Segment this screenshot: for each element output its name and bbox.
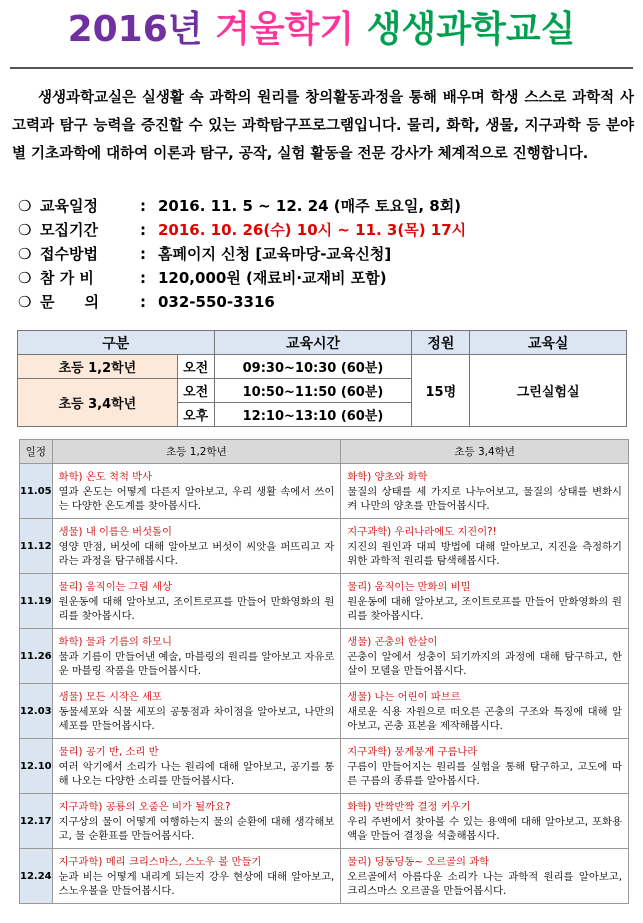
lesson-title: 지구과학) 메리 크리스마스, 스노우 볼 만들기 [58, 856, 262, 868]
lesson-title: 화학) 양초와 화학 [347, 471, 428, 483]
info-value: 032-550-3316 [158, 293, 275, 311]
lesson-title: 생물) 곤충의 한살이 [347, 636, 438, 648]
lesson-desc: 오르골에서 아름다운 소리가 나는 과학적 원리를 알아보고, 크리스마스 오르골을 만들어봅시다. [347, 870, 622, 897]
info-recruit [18, 218, 628, 242]
date-cell: 11.05 [20, 464, 53, 519]
lesson-title: 화학) 물과 기름의 하모니 [58, 636, 172, 648]
grade-34-lesson [341, 849, 629, 904]
grade-12: 초등 1,2학년 [18, 355, 178, 379]
info-key: 접수방법 [40, 245, 98, 263]
header-grade-34: 초등 3,4학년 [341, 440, 629, 464]
curriculum-row [20, 739, 629, 794]
grade-34-lesson [341, 519, 629, 574]
circle-bullet-icon: ❍ [18, 197, 32, 215]
info-colon: : [140, 269, 146, 287]
date-cell: 11.12 [20, 519, 53, 574]
curriculum-row [20, 574, 629, 629]
grade-34-lesson [341, 629, 629, 684]
curriculum-row [20, 464, 629, 519]
header-time: 교육시간 [214, 331, 412, 355]
info-colon: : [140, 197, 146, 215]
info-value: 2016. 11. 5 ~ 12. 24 (매주 토요일, 8회) [158, 197, 462, 215]
lesson-title: 생물) 나는 어린이 파브르 [347, 691, 461, 703]
info-fee [18, 266, 628, 290]
lesson-desc: 지구상의 물이 어떻게 여행하는지 물의 순환에 대해 생각해보고, 물 순환표를 만들어봅시다. [58, 815, 335, 842]
title-year: 2016년 [67, 9, 203, 50]
grade-12-lesson [52, 574, 341, 629]
curriculum-row [20, 849, 629, 904]
grade-12-lesson [52, 849, 341, 904]
period-cell: 오전 [177, 355, 214, 379]
page-title [0, 8, 643, 52]
curriculum-row [20, 629, 629, 684]
lesson-title: 물리) 공기 반, 소리 반 [58, 746, 159, 758]
lesson-desc: 눈과 비는 어떻게 내리게 되는지 강우 현상에 대해 알아보고, 스노우볼을 만들어봅시다. [58, 870, 335, 897]
info-colon: : [140, 221, 146, 239]
lesson-title: 물리) 움직이는 만화의 비밀 [347, 581, 471, 593]
period-cell: 오전 [177, 379, 214, 403]
info-key: 문 의 [40, 293, 99, 311]
lesson-desc: 물질의 상태를 세 가지로 나누어보고, 물질의 상태를 변화시켜 나만의 양초를 만들어봅시다. [347, 485, 622, 512]
grade-34: 초등 3,4학년 [18, 379, 178, 427]
lesson-desc: 여러 악기에서 소리가 나는 원리에 대해 알아보고, 공기를 통해 나오는 다양한 소리를 만들어봅시다. [58, 760, 335, 787]
date-cell: 11.26 [20, 629, 53, 684]
date-cell: 12.17 [20, 794, 53, 849]
grade-12-lesson [52, 464, 341, 519]
curriculum-row [20, 684, 629, 739]
lesson-desc: 우리 주변에서 찾아볼 수 있는 용액에 대해 알아보고, 포화용액을 만들어 결정을 석출해봅시다. [347, 815, 622, 842]
lesson-desc: 구름이 만들어지는 원리를 실험을 통해 탐구하고, 고도에 따른 구름의 종류를 알아봅시다. [347, 760, 622, 787]
circle-bullet-icon: ❍ [18, 269, 32, 287]
date-cell: 11.19 [20, 574, 53, 629]
header-room: 교육실 [470, 331, 627, 355]
grade-12-lesson [52, 519, 341, 574]
intro-paragraph: 생생과학교실은 실생활 속 과학의 원리를 창의활동과정을 통해 배우며 학생 스스로 과학적 사고력과 탐구 능력을 증진할 수 있는 과학탐구프로그램입니다. 물리, 화학, 생물, 지구과학 등 분야별 기초과학에 대하여 이론과 탐구, 공작, 실험 활동을 전문 강사가 체계적으로 진행합니다. [12, 90, 634, 162]
header-category: 구분 [18, 331, 215, 355]
circle-bullet-icon: ❍ [18, 245, 32, 263]
header-grade-12: 초등 1,2학년 [52, 440, 341, 464]
room-cell: 그린실험실 [470, 355, 627, 427]
grade-12-lesson [52, 794, 341, 849]
grade-12-lesson [52, 629, 341, 684]
lesson-title: 생물) 모든 시작은 세포 [58, 691, 162, 703]
lesson-title: 화학) 반짝반짝 결정 키우기 [347, 801, 471, 813]
title-program: 생생과학교실 [366, 9, 576, 50]
info-key: 교육일정 [40, 197, 98, 215]
curriculum-row [20, 519, 629, 574]
lesson-desc: 지진의 원인과 대피 방법에 대해 알아보고, 지진을 측정하기 위한 과학적 원리를 탐색해봅시다. [347, 540, 622, 567]
grade-34-lesson [341, 574, 629, 629]
lesson-title: 물리) 움직이는 그림 세상 [58, 581, 172, 593]
period-cell: 오후 [177, 403, 214, 427]
lesson-desc: 물과 기름이 만들어낸 예술, 마블링의 원리를 알아보고 자유로운 마블링 작품을 만들어봅시다. [58, 650, 335, 677]
lesson-title: 지구과학) 우리나라에도 지진이?! [347, 526, 497, 538]
lesson-desc: 원운동에 대해 알아보고, 조이트로프를 만들어 만화영화의 원리를 찾아봅시다. [58, 595, 335, 622]
curriculum-table [19, 439, 629, 904]
info-value: 120,000원 (재료비·교재비 포함) [158, 269, 387, 287]
circle-bullet-icon: ❍ [18, 293, 32, 311]
grade-12-lesson [52, 684, 341, 739]
title-divider [10, 67, 633, 69]
lesson-title: 생물) 내 이름은 버섯돌이 [58, 526, 172, 538]
lesson-desc: 곤충이 알에서 성충이 되기까지의 과정에 대해 탐구하고, 한살이 모델을 만들어봅시다. [347, 650, 622, 677]
info-colon: : [140, 245, 146, 263]
schedule-table [17, 330, 627, 427]
lesson-desc: 동물세포와 식물 세포의 공통점과 차이점을 알아보고, 나만의 세포를 만들어봅시다. [58, 705, 335, 732]
time-cell: 10:50~11:50 (60분) [214, 379, 412, 403]
date-cell: 12.03 [20, 684, 53, 739]
grade-34-lesson [341, 684, 629, 739]
grade-34-lesson [341, 464, 629, 519]
lesson-title: 물리) 딩동딩동~ 오르골의 과학 [347, 856, 490, 868]
info-key: 참 가 비 [40, 269, 94, 287]
circle-bullet-icon: ❍ [18, 221, 32, 239]
curriculum-row [20, 794, 629, 849]
info-schedule [18, 194, 628, 218]
date-cell: 12.10 [20, 739, 53, 794]
table-row [18, 355, 627, 379]
lesson-desc: 영양 만점, 버섯에 대해 알아보고 버섯이 씨앗을 퍼뜨리고 자라는 과정을 탐구해봅시다. [58, 540, 335, 567]
lesson-desc: 새로운 식용 자원으로 떠오른 곤충의 구조와 특징에 대해 알아보고, 곤충 표본을 제작해봅시다. [347, 705, 622, 732]
grade-34-lesson [341, 739, 629, 794]
header-date: 일정 [20, 440, 53, 464]
header-capacity: 정원 [412, 331, 470, 355]
grade-34-lesson [341, 794, 629, 849]
time-cell: 12:10~13:10 (60분) [214, 403, 412, 427]
curriculum-body [20, 464, 629, 904]
info-key: 모집기간 [40, 221, 98, 239]
date-cell: 12.24 [20, 849, 53, 904]
info-value: 홈페이지 신청 [교육마당-교육신청] [158, 245, 392, 263]
lesson-title: 화학) 온도 척척 박사 [58, 471, 153, 483]
lesson-title: 지구과학) 공룡의 오줌은 비가 될까요? [58, 801, 231, 813]
info-value: 2016. 10. 26(수) 10시 ~ 11. 3(목) 17시 [158, 221, 467, 239]
schedule-header-row [18, 331, 627, 355]
time-cell: 09:30~10:30 (60분) [214, 355, 412, 379]
title-season: 겨울학기 [215, 9, 355, 50]
lesson-desc: 열과 온도는 어떻게 다른지 알아보고, 우리 생활 속에서 쓰이는 다양한 온도계를 찾아봅시다. [58, 485, 335, 512]
lesson-desc: 원운동에 대해 알아보고, 조이트로프를 만들어 만화영화의 원리를 찾아봅시다. [347, 595, 622, 622]
curriculum-header-row [20, 440, 629, 464]
info-colon: : [140, 293, 146, 311]
lesson-title: 지구과학) 뭉게뭉게 구름나라 [347, 746, 478, 758]
capacity-cell: 15명 [412, 355, 470, 427]
info-apply [18, 242, 628, 266]
grade-12-lesson [52, 739, 341, 794]
info-contact [18, 290, 628, 314]
info-list [18, 194, 628, 314]
